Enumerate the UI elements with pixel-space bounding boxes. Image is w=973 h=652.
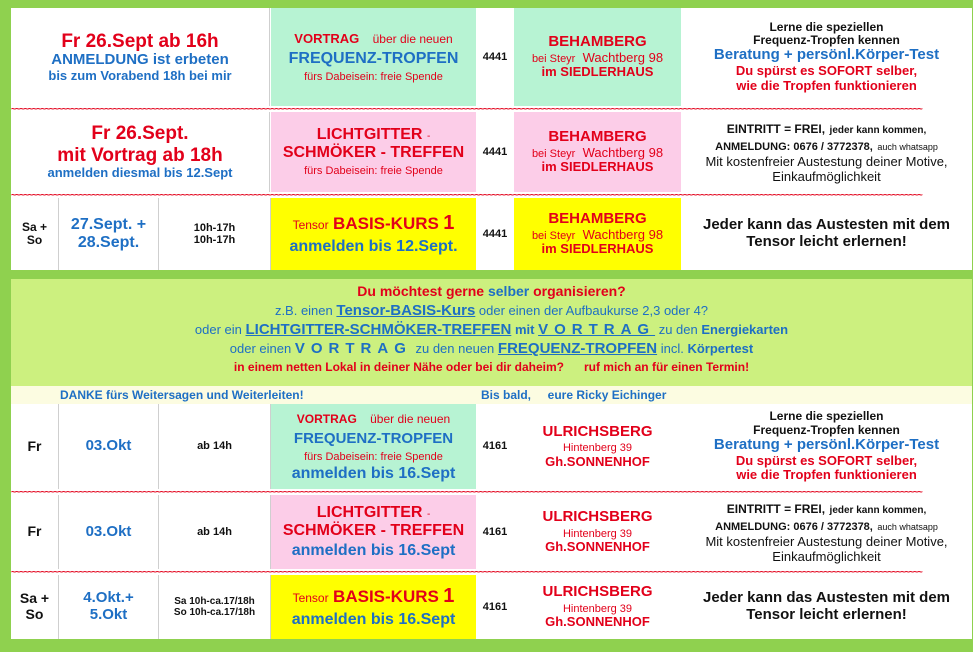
location-venue: im SIEDLERHAUS <box>541 159 654 175</box>
info-cell <box>681 8 972 106</box>
event-type-cell <box>271 404 476 489</box>
location-near: bei Steyr <box>531 229 576 242</box>
location-street: Hintenberg 39 <box>562 602 633 615</box>
promo-line: Du möchtest gerne <box>357 283 485 299</box>
info-line: Lerne die speziellen <box>769 409 884 424</box>
registration-deadline: anmelden bis 16.Sept <box>291 610 456 628</box>
registration-deadline: anmelden bis 12.Sept. <box>289 237 458 255</box>
promo-text: Energiekarten <box>701 322 789 337</box>
event-time: 10h-17h <box>193 234 236 246</box>
event-day-cell <box>11 575 59 639</box>
location-town: ULRICHSBERG <box>542 508 653 526</box>
info-line: Frequenz-Tropfen kennen <box>753 422 900 437</box>
event-time-cell <box>159 404 271 489</box>
location-venue: im SIEDLERHAUS <box>541 64 654 80</box>
postcode-cell <box>476 8 514 106</box>
location-near: bei Steyr <box>531 147 576 160</box>
event-day: Fr <box>27 523 42 540</box>
phone-contact: ANMELDUNG: 0676 / 3772378, <box>715 141 873 154</box>
event-date: 28.Sept. <box>77 234 140 251</box>
registration-deadline: anmelden diesmal bis 12.Sept <box>47 164 233 180</box>
promo-highlight: selber <box>487 283 530 299</box>
info-line: Einkaufmöglichkeit <box>772 548 881 564</box>
event-day: So <box>25 606 44 622</box>
whatsapp-note: auch whatsapp <box>877 522 938 533</box>
promo-text: oder ein <box>194 322 242 337</box>
thanks-band <box>11 386 972 404</box>
postcode: 4161 <box>482 440 508 453</box>
location-cell <box>514 112 681 192</box>
event-fee: fürs Dabeisein: freie Spende <box>304 165 443 178</box>
event-date-cell <box>59 575 159 639</box>
event-type-dash: - <box>426 509 431 521</box>
event-day-cell <box>11 198 59 270</box>
event-type: LICHTGITTER <box>316 504 423 522</box>
location-town: ULRICHSBERG <box>542 422 653 440</box>
registration-deadline: bis zum Vorabend 18h bei mir <box>48 67 232 83</box>
location-town: BEHAMBERG <box>548 128 647 146</box>
signature: Bis bald, eure Ricky Eichinger <box>481 388 667 402</box>
course-level: 1 <box>443 212 455 235</box>
promo-text: zu den <box>658 322 698 337</box>
promo-text: incl. <box>660 341 684 356</box>
location-cell <box>514 404 681 489</box>
event-row-4 <box>11 404 972 489</box>
info-highlight: Beratung + persönl.Körper-Test <box>713 46 940 64</box>
event-fee: fürs Dabeisein: freie Spende <box>304 450 443 463</box>
event-type-sub: über die neuen <box>372 32 453 47</box>
promo-text: zu den neuen <box>415 341 495 356</box>
postcode: 4441 <box>482 50 508 63</box>
postcode-cell <box>476 495 514 569</box>
event-date: Fr 26.Sept ab 16h <box>61 30 219 52</box>
event-type: VORTRAG <box>294 31 360 47</box>
promo-text: oder einen der Aufbaukurse 2,3 oder 4? <box>478 303 709 318</box>
info-highlight: Beratung + persönl.Körper-Test <box>713 435 940 453</box>
event-type-sub: SCHMÖKER - TREFFEN <box>282 144 465 162</box>
postcode-cell <box>476 575 514 639</box>
location-street: Wachtberg 98 <box>582 226 664 242</box>
event-date: 03.Okt <box>85 437 132 455</box>
location-venue: Gh.SONNENHOF <box>545 539 650 555</box>
event-time-cell <box>159 575 271 639</box>
info-line: Einkaufmöglichkeit <box>772 168 881 184</box>
everyone-welcome: jeder kann kommen, <box>829 124 927 136</box>
event-type-sub: über die neuen <box>370 412 451 427</box>
event-time: ab 14h <box>197 525 232 538</box>
event-type-prefix: Tensor <box>292 218 329 233</box>
event-time: ab 14h <box>197 440 232 453</box>
event-type: LICHTGITTER <box>316 126 423 144</box>
postcode-cell <box>476 112 514 192</box>
location-street: Hintenberg 39 <box>562 442 633 455</box>
info-line: Du spürst es SOFORT selber, <box>735 452 918 468</box>
everyone-welcome: jeder kann kommen, <box>829 504 927 516</box>
promo-lecture: VORTRAG <box>538 321 656 338</box>
event-row-2 <box>11 112 972 192</box>
location-cell <box>514 8 681 106</box>
thanks-note: DANKE fürs Weitersagen und Weiterleiten! <box>60 388 304 402</box>
top-events-section <box>11 8 972 270</box>
event-type-cell <box>271 495 476 569</box>
location-cell <box>514 495 681 569</box>
location-venue: im SIEDLERHAUS <box>541 241 654 257</box>
event-date: Fr 26.Sept. <box>91 123 189 145</box>
event-day: Fr <box>27 437 42 454</box>
registration-deadline: anmelden bis 16.Sept <box>291 465 456 483</box>
event-day: Sa + <box>19 590 50 607</box>
info-line: Lerne die speziellen <box>769 19 884 34</box>
location-street: Wachtberg 98 <box>582 49 664 65</box>
info-cell <box>681 495 972 569</box>
location-cell <box>514 575 681 639</box>
location-near: bei Steyr <box>531 52 576 65</box>
info-cell <box>681 198 972 270</box>
event-type-cell <box>271 8 476 106</box>
event-day-cell <box>11 495 59 569</box>
location-venue: Gh.SONNENHOF <box>545 614 650 630</box>
location-town: BEHAMBERG <box>548 210 647 228</box>
event-type-dash: - <box>426 131 431 143</box>
info-cell <box>681 112 972 192</box>
event-date: 4.Okt.+ <box>83 589 134 607</box>
event-time: 10h-17h <box>193 221 236 234</box>
promo-drops-link: FREQUENZ-TROPFEN <box>497 340 658 357</box>
event-date: 03.Okt <box>85 522 132 540</box>
event-date-cell <box>59 404 159 489</box>
course-level: 1 <box>443 585 455 608</box>
postcode: 4161 <box>482 600 508 613</box>
event-date-cell <box>59 198 159 270</box>
location-venue: Gh.SONNENHOF <box>545 453 650 469</box>
location-cell <box>514 198 681 270</box>
info-line: wie die Tropfen funktionieren <box>736 77 917 93</box>
bottom-events-section <box>11 404 972 639</box>
whatsapp-note: auch whatsapp <box>877 142 938 153</box>
info-line: Jeder kann das Austesten mit dem <box>702 216 951 234</box>
event-topic: FREQUENZ-TROPFEN <box>293 429 454 447</box>
event-day: So <box>26 233 43 247</box>
promo-meetup-link: LICHTGITTER-SCHMÖKER-TREFFEN <box>245 321 512 338</box>
event-type-prefix: Tensor <box>292 591 329 606</box>
postcode-cell <box>476 404 514 489</box>
info-line: Du spürst es SOFORT selber, <box>735 63 918 79</box>
event-row-3 <box>11 198 972 270</box>
promo-lecture: VORTRAG <box>294 340 412 357</box>
promo-call-to-action: in einem netten Lokal in deiner Nähe oder bei dir daheim? ruf mich an für einen Termin! <box>233 360 750 374</box>
phone-contact: ANMELDUNG: 0676 / 3772378, <box>715 521 873 534</box>
location-street: Wachtberg 98 <box>582 144 664 160</box>
location-street: Hintenberg 39 <box>562 527 633 540</box>
info-cell <box>681 575 972 639</box>
postcode: 4441 <box>482 145 508 158</box>
event-type-cell <box>271 112 476 192</box>
event-date-cell <box>59 495 159 569</box>
event-day-cell <box>11 404 59 489</box>
promo-text: oder einen <box>229 341 292 356</box>
location-town: ULRICHSBERG <box>542 583 653 601</box>
event-date: 5.Okt <box>89 606 128 623</box>
event-fee: fürs Dabeisein: freie Spende <box>304 71 443 84</box>
event-type: VORTRAG <box>296 412 357 427</box>
event-date: 27.Sept. + <box>70 216 147 234</box>
event-time-cell <box>159 198 271 270</box>
info-line: Mit kostenfreier Austestung deiner Motive, <box>705 154 948 170</box>
registration-deadline: anmelden bis 16.Sept <box>291 541 456 559</box>
info-line: Frequenz-Tropfen kennen <box>753 33 900 48</box>
promo-text: Körpertest <box>687 341 754 356</box>
registration-note: ANMELDUNG ist erbeten <box>51 50 229 68</box>
entry-free: EINTRITT = FREI, <box>726 501 826 516</box>
postcode-cell <box>476 198 514 270</box>
event-time: mit Vortrag ab 18h <box>57 144 223 166</box>
event-type-cell <box>271 575 476 639</box>
event-row-5 <box>11 495 972 569</box>
info-line: Tensor leicht erlernen! <box>746 233 907 250</box>
promo-text: z.B. einen <box>274 303 333 318</box>
postcode: 4161 <box>482 525 508 538</box>
event-date-cell <box>11 8 270 106</box>
location-town: BEHAMBERG <box>548 33 647 51</box>
event-date-cell <box>11 112 270 192</box>
event-row-1 <box>11 8 972 106</box>
event-topic: FREQUENZ-TROPFEN <box>288 50 459 68</box>
event-row-6 <box>11 575 972 639</box>
event-time: Sa 10h-ca.17/18h <box>174 595 255 607</box>
event-type: BASIS-KURS <box>333 587 439 607</box>
postcode: 4441 <box>482 227 508 240</box>
info-cell <box>681 404 972 489</box>
event-type-sub: SCHMÖKER - TREFFEN <box>282 522 465 540</box>
info-line: Mit kostenfreier Austestung deiner Motive, <box>705 534 948 550</box>
promo-line: organisieren? <box>533 283 626 299</box>
event-type: BASIS-KURS <box>333 214 439 234</box>
info-line: Tensor leicht erlernen! <box>746 606 907 623</box>
event-time: So 10h-ca.17/18h <box>173 607 256 618</box>
event-time-cell <box>159 495 271 569</box>
entry-free: EINTRITT = FREI, <box>726 121 826 136</box>
info-line: Jeder kann das Austesten mit dem <box>702 589 951 607</box>
promo-band <box>11 279 972 386</box>
event-type-cell <box>271 198 476 270</box>
event-day: Sa + <box>21 219 48 234</box>
promo-text: mit <box>514 322 535 337</box>
promo-course-link: Tensor-BASIS-Kurs <box>336 302 476 319</box>
info-line: wie die Tropfen funktionieren <box>736 467 917 483</box>
